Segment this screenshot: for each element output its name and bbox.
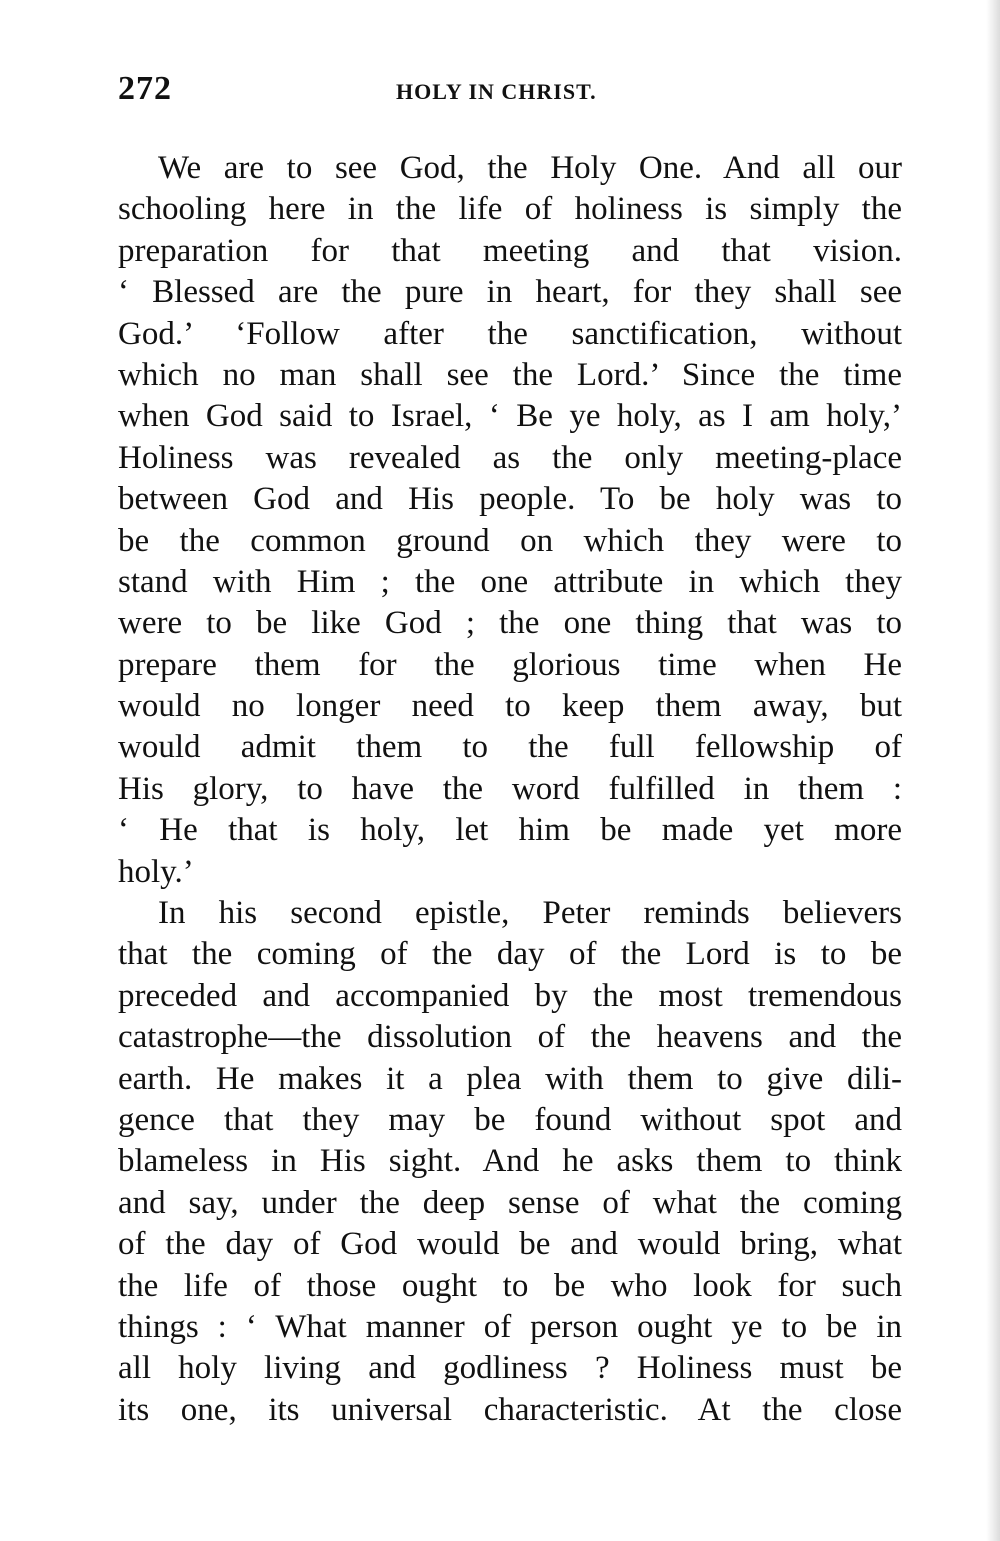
text-line: gence that they may be found without spot and xyxy=(118,1101,902,1138)
text-line: the life of those ought to be who look for such xyxy=(118,1267,902,1304)
text-line: God.’ ‘Follow after the sanctification, without xyxy=(118,315,902,352)
body-text xyxy=(118,148,902,1431)
text-line: catastrophe—the dissolution of the heavens and the xyxy=(118,1019,902,1056)
text-line: blameless in His sight. And he asks them to think xyxy=(118,1143,902,1180)
running-head: HOLY IN CHRIST. xyxy=(396,79,597,104)
text-line: would admit them to the full fellowship of xyxy=(118,729,902,766)
text-line: that the coming of the day of the Lord is to be xyxy=(118,936,902,973)
text-line: stand with Him ; the one attribute in which they xyxy=(118,563,902,600)
text-line: be the common ground on which they were to xyxy=(118,522,902,559)
text-line: and say, under the deep sense of what the coming xyxy=(118,1184,902,1221)
text-line: all holy living and godliness ? Holiness must be xyxy=(118,1350,902,1387)
text-line: His glory, to have the word fulfilled in them : xyxy=(118,770,902,807)
text-line: Holiness was revealed as the only meeting-place xyxy=(118,439,902,476)
text-line: prepare them for the glorious time when He xyxy=(118,646,902,683)
text-line: when God said to Israel, ‘ Be ye holy, as I am holy,’ xyxy=(118,398,902,435)
text-line: In his second epistle, Peter reminds believers xyxy=(158,895,902,932)
text-line: would no longer need to keep them away, but xyxy=(118,688,902,725)
text-line: which no man shall see the Lord.’ Since the time xyxy=(118,356,902,393)
text-line: We are to see God, the Holy One. And all our xyxy=(158,150,902,186)
text-line: ‘ He that is holy, let him be made yet more xyxy=(118,812,902,849)
page-number: 272 xyxy=(118,70,172,107)
page-edge xyxy=(986,0,1000,1541)
text-line: schooling here in the life of holiness is simply the xyxy=(118,191,902,228)
text-line: preceded and accompanied by the most tremendous xyxy=(118,977,902,1014)
text-line: earth. He makes it a plea with them to give dili- xyxy=(118,1060,902,1097)
text-line: ‘ Blessed are the pure in heart, for they shall see xyxy=(118,274,902,311)
text-line: its one, its universal characteristic. At the close xyxy=(118,1391,902,1428)
text-line: preparation for that meeting and that vision. xyxy=(118,232,902,269)
text-line: things : ‘ What manner of person ought ye to be in xyxy=(118,1308,902,1345)
text-line: of the day of God would be and would bring, what xyxy=(118,1226,902,1263)
page-header xyxy=(118,70,902,110)
text-line: holy.’ xyxy=(118,853,194,890)
text-line: were to be like God ; the one thing that was to xyxy=(118,605,902,642)
text-line: between God and His people. To be holy was to xyxy=(118,481,902,518)
